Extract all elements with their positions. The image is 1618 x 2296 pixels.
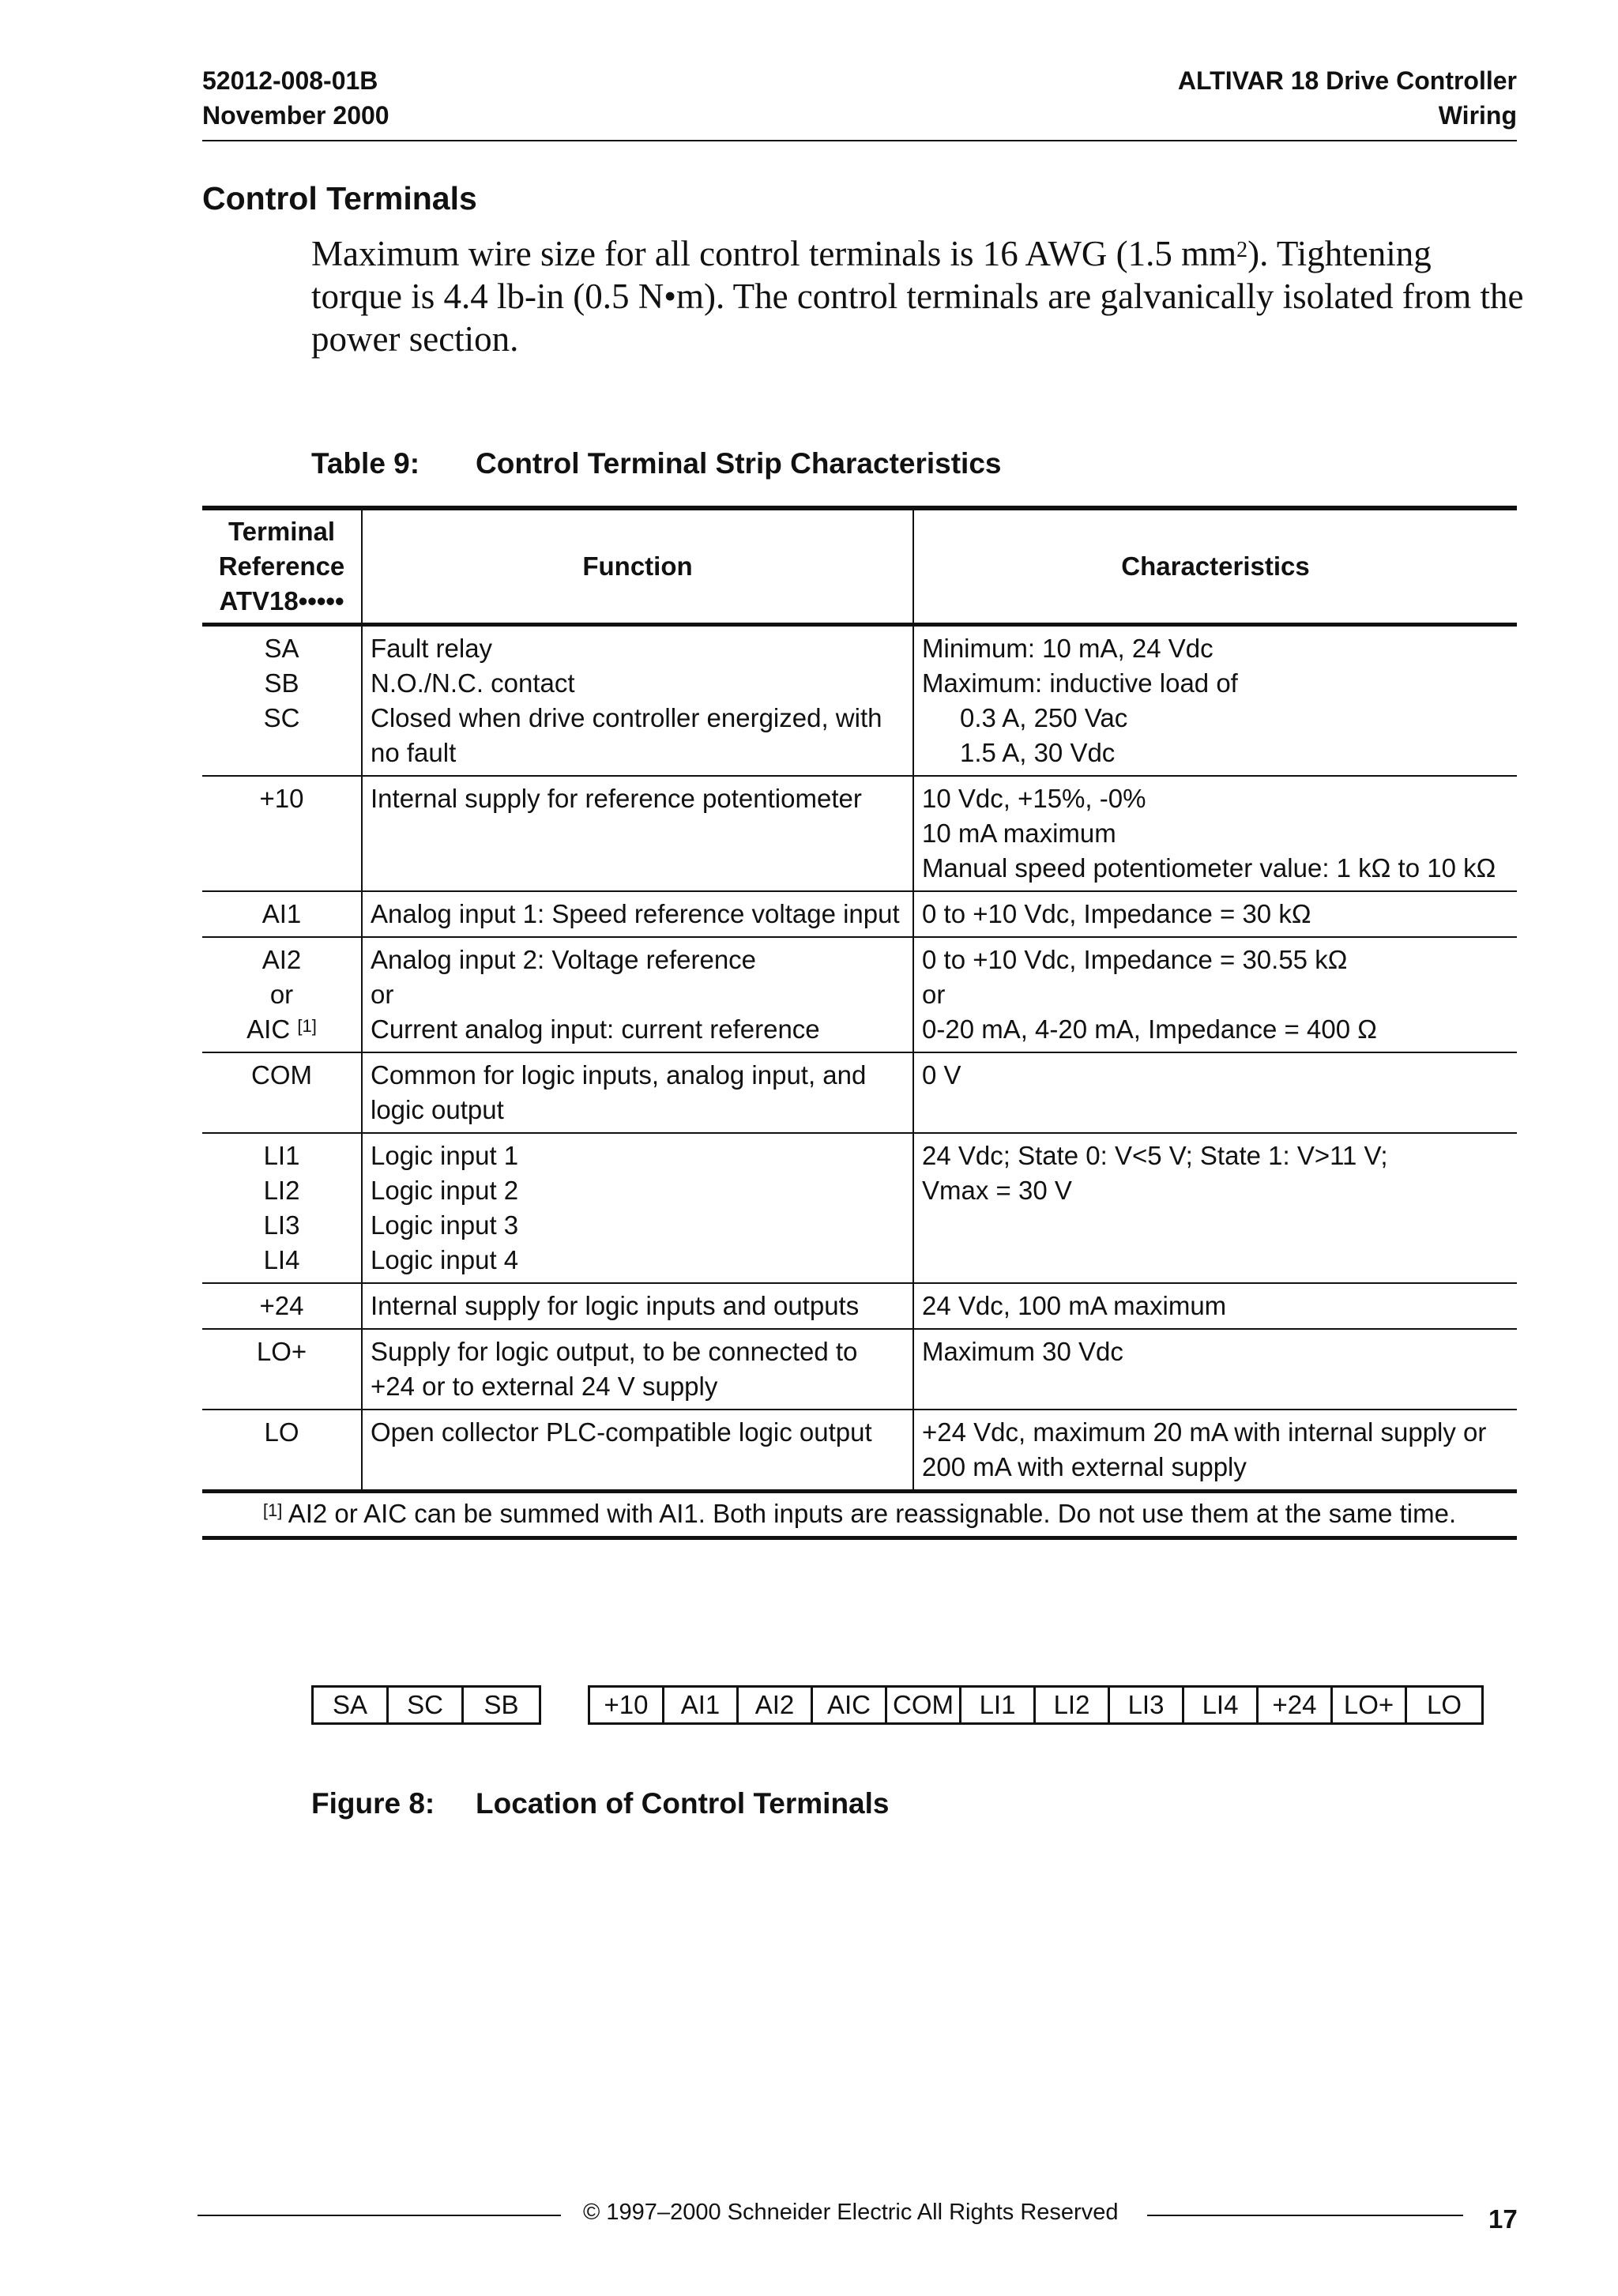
terminal-cell: AI2 or AIC [1] [202, 937, 362, 1052]
table-row [202, 891, 1517, 937]
table-caption [311, 447, 1001, 480]
characteristics-cell: 24 Vdc; State 0: V<5 V; State 1: V>11 V; Vmax = 30 V [922, 1141, 1388, 1205]
table-row [202, 1410, 1517, 1492]
terminal-lo: LO [1426, 1690, 1462, 1719]
terminal-cell: +24 [202, 1283, 362, 1329]
table-row [202, 1329, 1517, 1410]
document-date: November 2000 [202, 101, 389, 130]
terminal-plus24: +24 [1259, 1688, 1333, 1722]
terminal-cell: SA SB SC [202, 625, 362, 777]
terminal-aic: AIC [813, 1688, 887, 1722]
header-characteristics: Characteristics [1121, 551, 1310, 581]
intro-text-part-1: Maximum wire size for all control terminals is 16 AWG (1.5 mm [311, 234, 1237, 273]
product-title: ALTIVAR 18 Drive Controller [1177, 66, 1517, 95]
function-cell: Internal supply for logic inputs and outputs [362, 1283, 913, 1329]
footnote-marker: [1] [262, 1500, 283, 1520]
characteristics-cell: Maximum 30 Vdc [922, 1337, 1123, 1366]
table-header-row [202, 508, 1517, 625]
terminal-com: COM [887, 1688, 961, 1722]
terminal-cell: AI1 [202, 891, 362, 937]
terminal-sa: SA [314, 1688, 389, 1722]
function-cell: Fault relay N.O./N.C. contact Closed when drive controller energized, with no fault [362, 625, 913, 777]
characteristics-cell: +24 Vdc, maximum 20 mA with internal supply or 200 mA with external supply [922, 1417, 1487, 1481]
footnote-text: AI2 or AIC can be summed with AI1. Both inputs are reassignable. Do not use them at the same time. [288, 1499, 1457, 1528]
terminal-sb: SB [484, 1690, 519, 1719]
table-row [202, 1283, 1517, 1329]
characteristics-cell: 0 V [922, 1060, 961, 1090]
terminal-ai1: AI1 [664, 1688, 739, 1722]
characteristics-cell: 10 Vdc, +15%, -0% 10 mA maximum Manual speed potentiometer value: 1 kΩ to 10 kΩ [922, 784, 1496, 883]
characteristics-cell: 0 to +10 Vdc, Impedance = 30 kΩ [922, 899, 1311, 928]
section-title: Control Terminals [202, 180, 477, 216]
table-footnote [202, 1492, 1517, 1538]
table-body [202, 625, 1517, 1492]
control-terminal-block [588, 1685, 1484, 1725]
characteristics-cell: Minimum: 10 mA, 24 Vdc Maximum: inductive load of 0.3 A, 250 Vac 1.5 A, 30 Vdc [922, 634, 1238, 767]
table-row [202, 1052, 1517, 1133]
function-cell: Internal supply for reference potentiometer [362, 776, 913, 891]
terminal-plus10: +10 [590, 1688, 664, 1722]
table-row [202, 776, 1517, 891]
header-divider [202, 140, 1517, 141]
table-row [202, 625, 1517, 777]
relay-terminal-block [311, 1685, 541, 1725]
function-cell: Open collector PLC-compatible logic output [362, 1410, 913, 1492]
footer-rule-right [1147, 2215, 1463, 2216]
terminal-loplus: LO+ [1333, 1688, 1407, 1722]
terminal-ai2: AI2 [739, 1688, 813, 1722]
figure-caption-title: Location of Control Terminals [476, 1787, 890, 1820]
control-terminal-table [202, 506, 1517, 1540]
table-caption-number: Table 9: [311, 447, 420, 480]
terminal-cell: COM [202, 1052, 362, 1133]
terminal-li1: LI1 [961, 1688, 1036, 1722]
footer-rule-left [198, 2215, 561, 2216]
table-caption-title: Control Terminal Strip Characteristics [476, 447, 1002, 480]
header-function: Function [362, 508, 913, 625]
page-number: 17 [1488, 2204, 1518, 2234]
function-cell: Analog input 1: Speed reference voltage input [362, 891, 913, 937]
function-cell: Logic input 1 Logic input 2 Logic input 3 Logic input 4 [362, 1133, 913, 1283]
terminal-cell: +10 [202, 776, 362, 891]
terminal-cell: LO+ [202, 1329, 362, 1410]
terminal-li2: LI2 [1036, 1688, 1110, 1722]
function-cell: Common for logic inputs, analog input, and logic output [362, 1052, 913, 1133]
table-row [202, 1133, 1517, 1283]
function-cell: Supply for logic output, to be connected to +24 or to external 24 V supply [362, 1329, 913, 1410]
header-terminal-reference: Terminal Reference ATV18••••• [202, 508, 362, 625]
figure-caption-number: Figure 8: [311, 1787, 435, 1820]
figure-caption [311, 1787, 890, 1820]
intro-superscript: 2 [1236, 238, 1248, 262]
document-number: 52012-008-01B [202, 66, 378, 95]
footnote-reference: [1] [297, 1016, 317, 1036]
intro-paragraph [311, 232, 1528, 360]
terminal-li4: LI4 [1184, 1688, 1259, 1722]
terminal-sc: SC [389, 1688, 464, 1722]
table-footnote-row [202, 1492, 1517, 1538]
footer-copyright: © 1997–2000 Schneider Electric All Rights Reserved [583, 2200, 1119, 2225]
table-row [202, 937, 1517, 1052]
characteristics-cell: 24 Vdc, 100 mA maximum [922, 1291, 1227, 1320]
terminal-li3: LI3 [1110, 1688, 1184, 1722]
intro-text-part-2: ). Tightening torque is 4.4 lb-in (0.5 N•m). The control terminals are galvanically isolated from the power section. [311, 234, 1524, 359]
page-header-right [1178, 63, 1517, 133]
terminal-cell: LI1 LI2 LI3 LI4 [202, 1133, 362, 1283]
page-header-left [202, 63, 389, 133]
chapter-title: Wiring [1438, 101, 1517, 130]
characteristics-cell: 0 to +10 Vdc, Impedance = 30.55 kΩ or 0-20 mA, 4-20 mA, Impedance = 400 Ω [922, 945, 1377, 1044]
terminal-cell: LO [202, 1410, 362, 1492]
function-cell: Analog input 2: Voltage reference or Current analog input: current reference [362, 937, 913, 1052]
